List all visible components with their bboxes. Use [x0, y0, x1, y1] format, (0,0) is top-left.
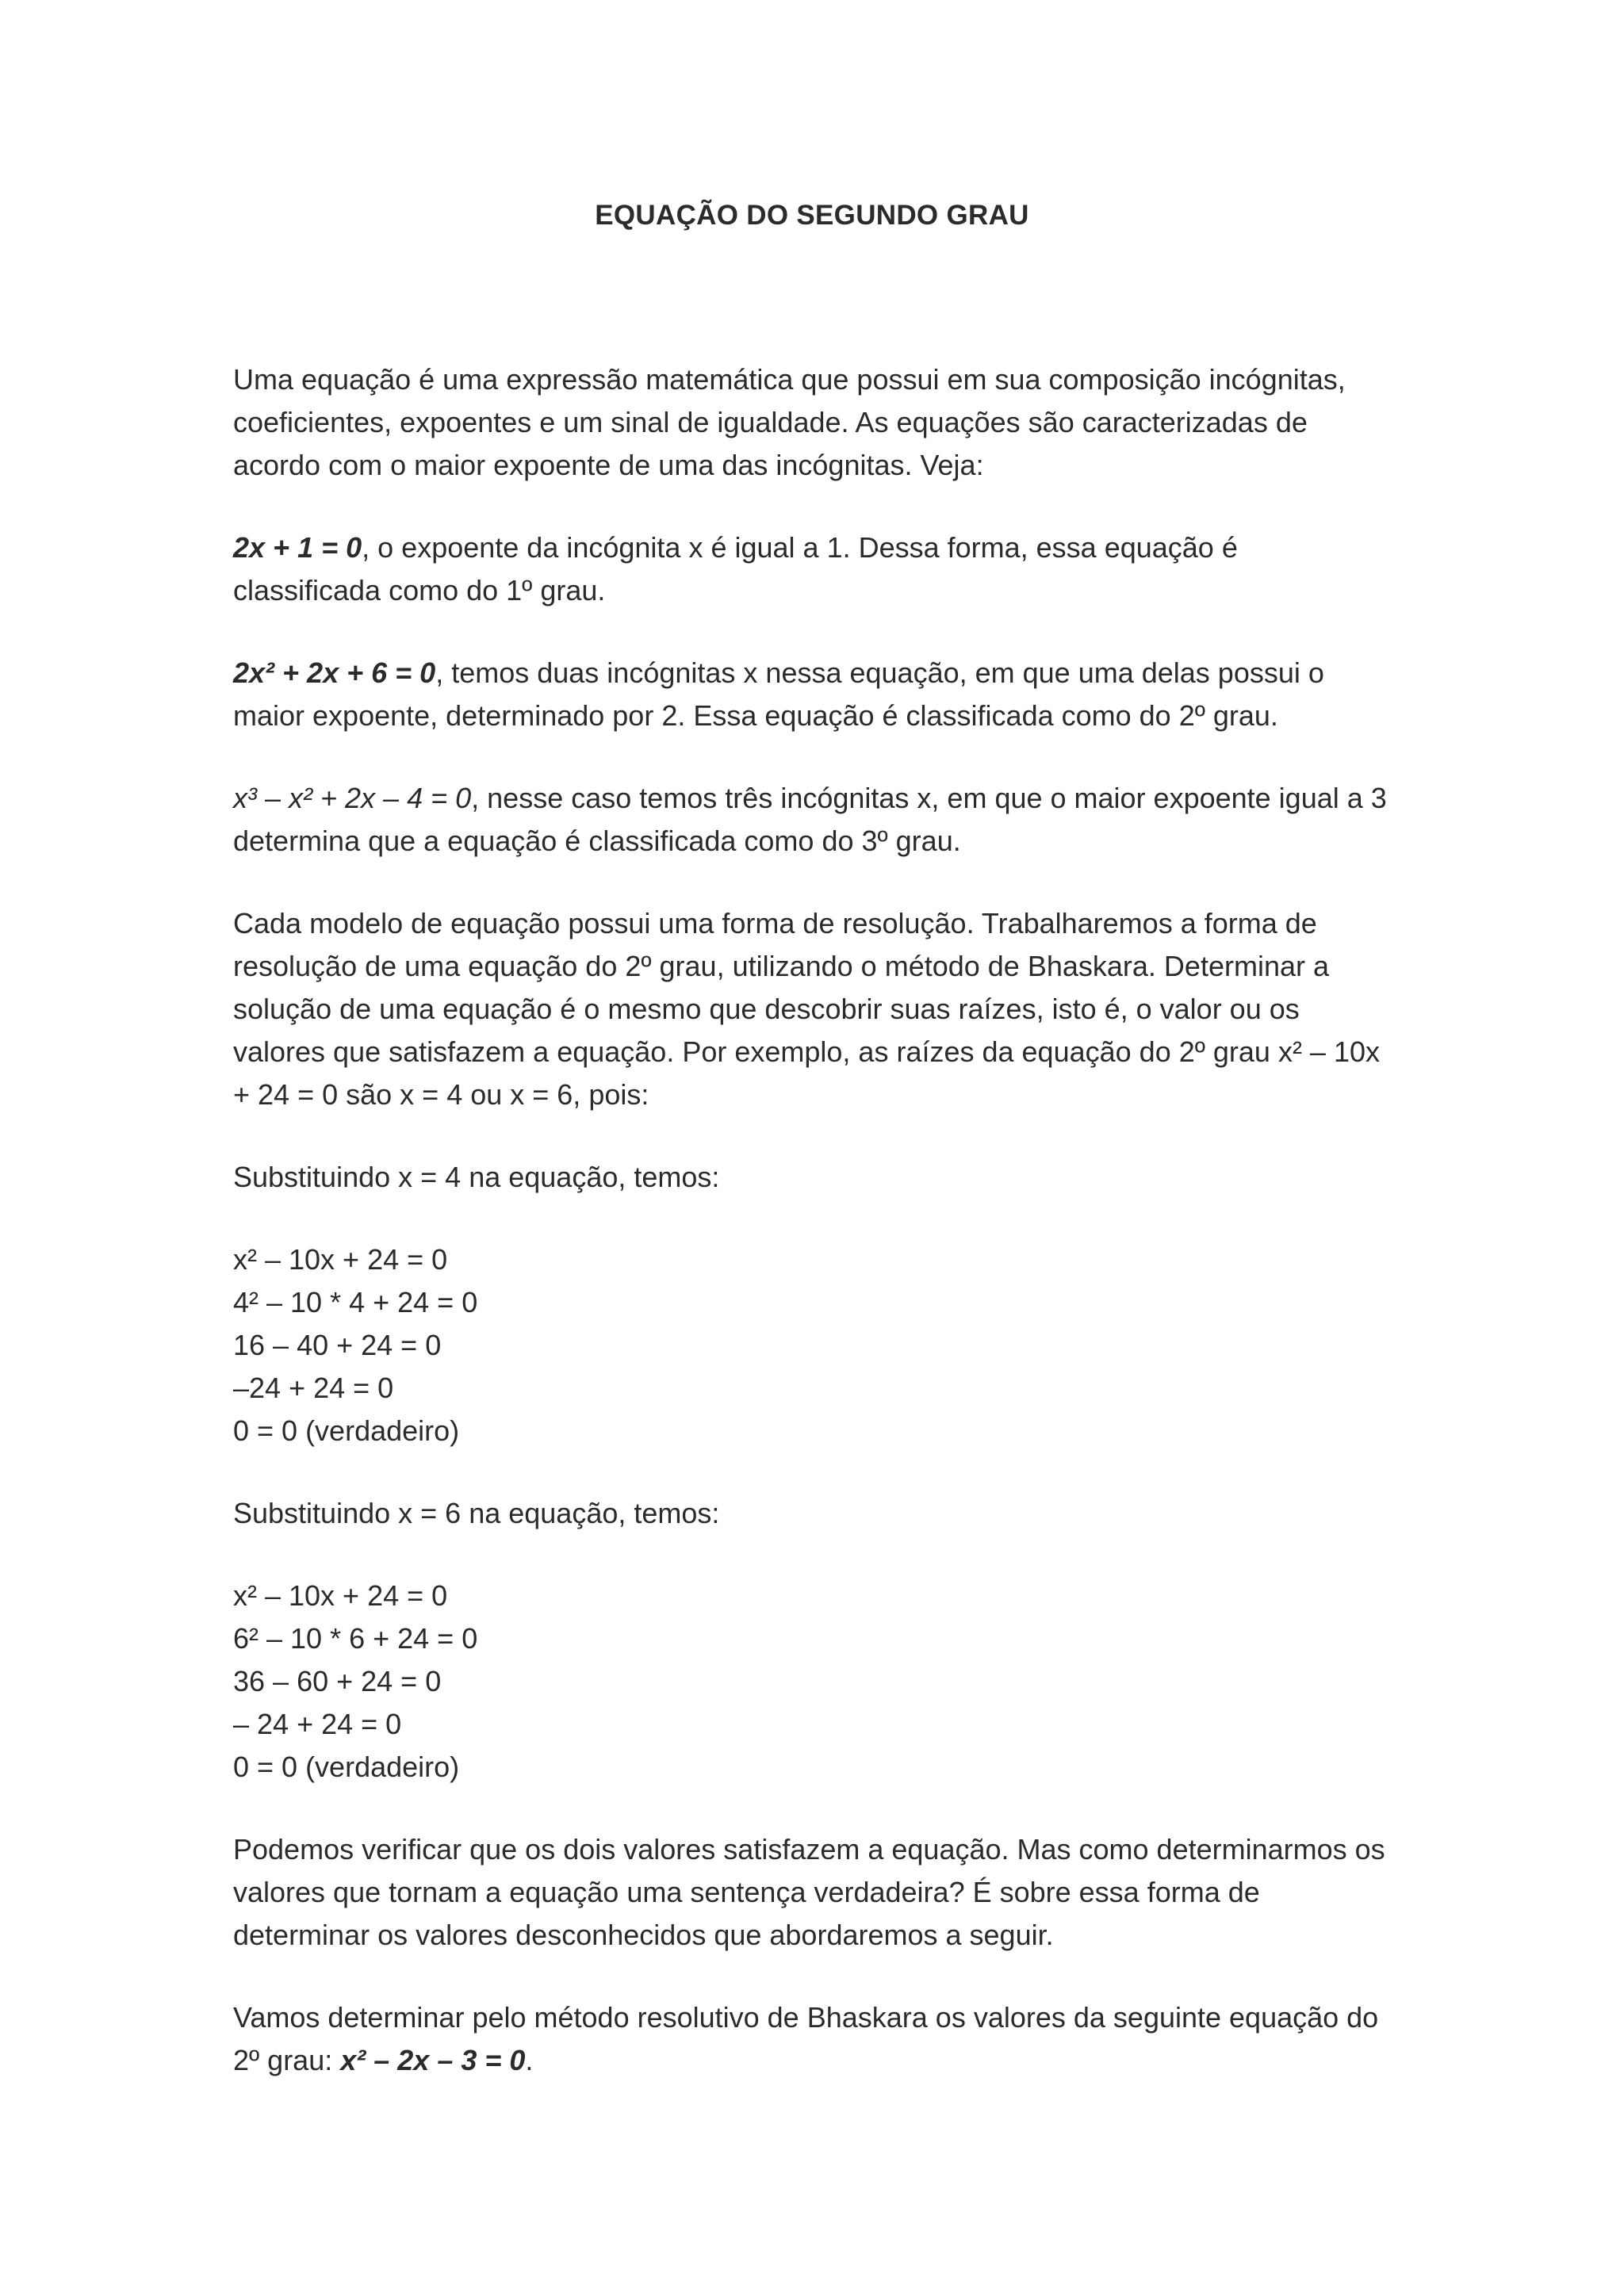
equation-step: 16 – 40 + 24 = 0 — [233, 1329, 442, 1361]
substitution-6-steps — [233, 1575, 1399, 1789]
example-text: , temos duas incógnitas x nessa equação, em que uma delas possui o — [435, 656, 1324, 689]
example-text: , nesse caso temos três incógnitas x, em que o maior expoente igual a 3 — [471, 782, 1387, 814]
bhaskara-equation: x² – 2x – 3 = 0 — [340, 2044, 526, 2076]
resolution-line: solução de uma equação é o mesmo que descobrir suas raízes, isto é, o valor ou os — [233, 993, 1300, 1025]
intro-paragraph — [233, 358, 1399, 487]
example-text: maior expoente, determinado por 2. Essa equação é classificada como do 2º grau. — [233, 699, 1278, 732]
example-first-degree — [233, 526, 1399, 612]
resolution-line: + 24 = 0 são x = 4 ou x = 6, pois: — [233, 1078, 649, 1111]
resolution-line: Cada modelo de equação possui uma forma de resolução. Trabalharemos a forma de — [233, 907, 1317, 939]
equation-step: 36 – 60 + 24 = 0 — [233, 1665, 442, 1697]
verify-line: valores que tornam a equação uma sentença verdadeira? É sobre essa forma de — [233, 1876, 1260, 1908]
verify-paragraph — [233, 1828, 1399, 1957]
document-body — [233, 358, 1399, 2122]
equation-step: 0 = 0 (verdadeiro) — [233, 1414, 460, 1447]
intro-line: coeficientes, expoentes e um sinal de igualdade. As equações são caracterizadas de — [233, 406, 1308, 438]
equation-step: 6² – 10 * 6 + 24 = 0 — [233, 1622, 478, 1655]
example-second-degree — [233, 652, 1399, 737]
bhaskara-suffix: . — [525, 2044, 534, 2076]
example-third-degree — [233, 777, 1399, 863]
bhaskara-prefix: 2º grau: — [233, 2044, 341, 2076]
equation-step: – 24 + 24 = 0 — [233, 1708, 402, 1740]
example-text: classificada como do 1º grau. — [233, 574, 606, 607]
resolution-paragraph — [233, 902, 1399, 1116]
substitution-6-intro: Substituindo x = 6 na equação, temos: — [233, 1497, 720, 1529]
verify-line: determinar os valores desconhecidos que abordaremos a seguir. — [233, 1919, 1054, 1951]
example-line — [233, 526, 1399, 569]
equation-step: x² – 10x + 24 = 0 — [233, 1579, 448, 1612]
intro-line: acordo com o maior expoente de uma das incógnitas. Veja: — [233, 449, 984, 481]
equation-step: 0 = 0 (verdadeiro) — [233, 1751, 460, 1783]
example-line — [233, 777, 1399, 820]
resolution-line: resolução de uma equação do 2º grau, utilizando o método de Bhaskara. Determinar a — [233, 950, 1329, 982]
equation-step: –24 + 24 = 0 — [233, 1372, 394, 1404]
bhaskara-paragraph — [233, 1996, 1399, 2082]
bhaskara-line — [233, 2039, 1399, 2082]
equation-first-degree: 2x + 1 = 0 — [233, 531, 362, 564]
example-text: determina que a equação é classificada como do 3º grau. — [233, 825, 961, 857]
example-text: , o expoente da incógnita x é igual a 1. Dessa forma, essa equação é — [362, 531, 1238, 564]
bhaskara-line: Vamos determinar pelo método resolutivo de Bhaskara os valores da seguinte equação do — [233, 2001, 1379, 2034]
intro-line: Uma equação é uma expressão matemática que possui em sua composição incógnitas, — [233, 363, 1346, 396]
substitution-4-intro: Substituindo x = 4 na equação, temos: — [233, 1161, 720, 1193]
equation-second-degree: 2x² + 2x + 6 = 0 — [233, 656, 436, 689]
substitution-4-steps — [233, 1238, 1399, 1452]
page-title: EQUAÇÃO DO SEGUNDO GRAU — [595, 200, 1029, 231]
verify-line: Podemos verificar que os dois valores satisfazem a equação. Mas como determinarmos os — [233, 1833, 1385, 1866]
equation-step: x² – 10x + 24 = 0 — [233, 1243, 448, 1276]
example-line — [233, 652, 1399, 695]
equation-third-degree: x³ – x² + 2x – 4 = 0 — [233, 782, 472, 814]
resolution-line: valores que satisfazem a equação. Por exemplo, as raízes da equação do 2º grau x² – 10x — [233, 1035, 1380, 1068]
equation-step: 4² – 10 * 4 + 24 = 0 — [233, 1286, 478, 1318]
